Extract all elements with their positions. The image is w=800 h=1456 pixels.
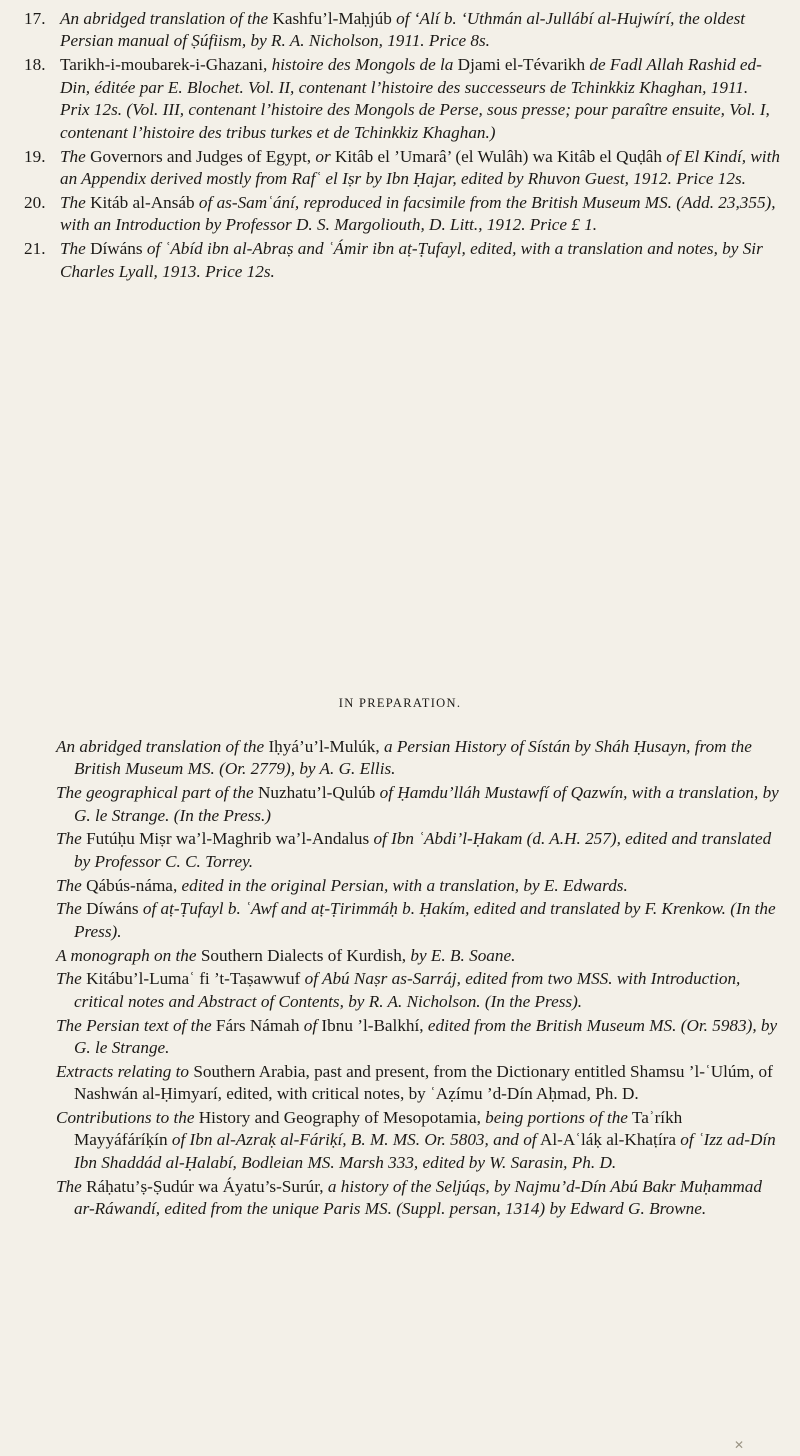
prep-item: [56, 782, 780, 827]
prep-text: The: [56, 969, 82, 989]
prep-text: The: [56, 875, 82, 895]
prep-text: of: [303, 1015, 318, 1035]
prep-text: The: [56, 829, 82, 849]
entry-title: Kashfu’l-Maḥjúb: [272, 9, 392, 28]
prep-text: The: [56, 899, 82, 919]
prep-title: Ibnu ’l-Balkhí,: [321, 1015, 424, 1035]
prep-text: edited in the original Persian, with a translation, by E. Edwards.: [181, 875, 628, 895]
prep-title: Al-Aʿláḳ al-Khaṭíra: [539, 1130, 676, 1150]
in-preparation-list: [56, 736, 780, 1222]
entry-title: Kitâb el ’Umarâ’ (el Wulâh) wa Kitâb el Quḍâh: [334, 146, 662, 166]
prep-title: Southern Arabia, past and present, from the Dictionary entitled Shamsu ’l-ʿUlúm, of Nashwán al-Ḥimyarí, edited, with critical notes, by ʿAẓímu ’d-Dín Aḥmad, Ph. D.: [74, 1061, 773, 1104]
prep-item: [56, 736, 780, 781]
prep-text: An abridged translation of the: [56, 737, 265, 756]
prep-title: Qábús-náma,: [86, 875, 178, 895]
entry-text: The: [60, 193, 86, 213]
entry-title: Díwáns: [90, 239, 143, 259]
prep-text: The: [56, 1176, 82, 1196]
entry-text: of ʿAbíd ibn al-Abraṣ and ʿÁmir ibn aṭ-Ṭufayl, edited, with a translation and notes, by Sir Charles Lyall, 1913. Price 12s.: [60, 239, 763, 281]
entry-number: 19.: [24, 146, 46, 166]
entry-text: of ‘Alí b. ‘Uthmán al-Jullábí al-Hujwírí, the oldest Persian manual of Ṣúfiism, by R. A. Nicholson, 1911. Price 8s.: [60, 9, 746, 51]
prep-title: Fárs Námah: [215, 1015, 300, 1035]
entry-19: [24, 146, 780, 191]
published-entries: [24, 8, 780, 285]
entry-18: [24, 54, 780, 144]
prep-item: [56, 1061, 780, 1106]
prep-text: The Persian text of the: [56, 1015, 212, 1035]
entry-number: 17.: [24, 9, 46, 28]
prep-text: of Ḥamdu’lláh Mustawfí of Qazwín, with a translation, by G. le Strange. (In the Press.): [74, 783, 779, 825]
prep-text: The geographical part of the: [56, 783, 254, 803]
prep-text: edited from the British Museum MS. (Or. 5983), by G. le Strange.: [74, 1015, 778, 1058]
prep-text: Extracts relating to: [56, 1061, 190, 1081]
prep-title: Taʾríkh Mayyáfáríḳín: [74, 1108, 683, 1150]
entry-text: histoire des Mongols de la: [271, 55, 454, 75]
prep-text: Contributions to the: [56, 1108, 195, 1128]
entry-text: of El Kindí, with an Appendix derived mostly from Rafʿ el Iṣr by Ibn Ḥajar, edited by Rhuvon Guest, 1912. Price 12s.: [60, 146, 780, 189]
prep-text: of Ibn ʿAbdi’l-Ḥakam (d. A.H. 257), edited and translated by Professor C. C. Torrey.: [74, 829, 772, 871]
prep-title: History and Geography of Mesopotamia,: [198, 1108, 481, 1128]
entry-number: 21.: [24, 239, 46, 259]
prep-title: Ráḥatu’ṣ-Ṣudúr wa Áyatu’s-Surúr,: [86, 1176, 324, 1196]
prep-title: Kitábu’l-Lumaʿ fi ’t-Taṣawwuf: [86, 969, 301, 989]
prep-title: Southern Dialects of Kurdish,: [200, 945, 407, 965]
prep-item: [56, 1015, 780, 1060]
entry-20: [24, 192, 780, 237]
prep-item: [56, 828, 780, 873]
entry-title: Governors and Judges of Egypt,: [90, 146, 312, 166]
decorative-mark: ✕: [734, 1438, 745, 1452]
entry-title: Tarikh-i-moubarek-i-Ghazani,: [60, 55, 268, 75]
entry-text: de Fadl Allah Rashid ed-Din, éditée par E. Blochet. Vol. II, contenant l’histoire des successeurs de Tchinkkiz Khaghan, 1911. Prix 12s. (Vol. III, contenant l’histoire des Mongols de Perse, sous presse; pour paraître ensuite, Vol. I, contenant l’histoire des tribus turkes et de Tchinkkiz Khaghan.): [60, 55, 770, 142]
prep-item: [56, 968, 780, 1013]
prep-title: Futúḥu Miṣr wa’l-Maghrib wa’l-Andalus: [86, 829, 370, 849]
prep-title: Díwáns: [86, 899, 139, 919]
prep-item: [56, 898, 780, 943]
entry-text: An abridged translation of the: [60, 9, 269, 28]
prep-text: of Ibn al-Azraḳ al-Fáriḳí, B. M. MS. Or. 5803, and of: [171, 1130, 537, 1150]
entry-text: The: [60, 239, 86, 259]
prep-text: A monograph on the: [56, 945, 197, 965]
prep-item: [56, 1107, 780, 1174]
prep-text: by E. B. Soane.: [410, 945, 516, 965]
entry-text: The: [60, 146, 86, 166]
prep-text: of aṭ-Ṭufayl b. ʿAwf and aṭ-Ṭirimmáḥ b. Ḥakím, edited and translated by F. Krenkow. (In the Press).: [74, 899, 776, 941]
entry-text: or: [315, 146, 331, 166]
entry-number: 18.: [24, 55, 46, 75]
prep-text: a history of the Seljúqs, by Najmu’d-Dín Abú Bakr Muḥammad ar-Ráwandí, edited from the unique Paris MS. (Suppl. persan, 1314) by Edward G. Browne.: [74, 1176, 762, 1219]
prep-item: [56, 945, 780, 967]
prep-title: Iḥyá’u’l-Mulúk,: [268, 737, 380, 756]
prep-item: [56, 1176, 780, 1221]
entry-title: Djami el-Tévarikh: [457, 55, 586, 75]
prep-text: of Abú Naṣr as-Sarráj, edited from two MSS. with Introduction, critical notes and Abstract of Contents, by R. A. Nicholson. (In the Press).: [74, 969, 741, 1011]
entry-text: of as-Samʿání, reproduced in facsimile from the British Museum MS. (Add. 23,355), with an Introduction by Professor D. S. Margoliouth, D. Litt., 1912. Price £ 1.: [60, 193, 776, 235]
entry-number: 20.: [24, 193, 46, 213]
prep-text: a Persian History of Sístán by Sháh Ḥusayn, from the British Museum MS. (Or. 2779), by A. G. Ellis.: [74, 737, 752, 779]
prep-title: Nuzhatu’l-Qulúb: [257, 783, 376, 803]
prep-text: of ʿIzz ad-Dín Ibn Shaddád al-Ḥalabí, Bodleian MS. Marsh 333, edited by W. Sarasin, Ph. D.: [74, 1130, 776, 1172]
entry-title: Kitáb al-Ansáb: [90, 193, 195, 213]
entry-21: [24, 238, 780, 283]
entry-17: [24, 8, 780, 53]
prep-item: [56, 875, 780, 897]
section-heading: IN PREPARATION.: [338, 696, 462, 710]
prep-text: being portions of the: [485, 1108, 628, 1128]
